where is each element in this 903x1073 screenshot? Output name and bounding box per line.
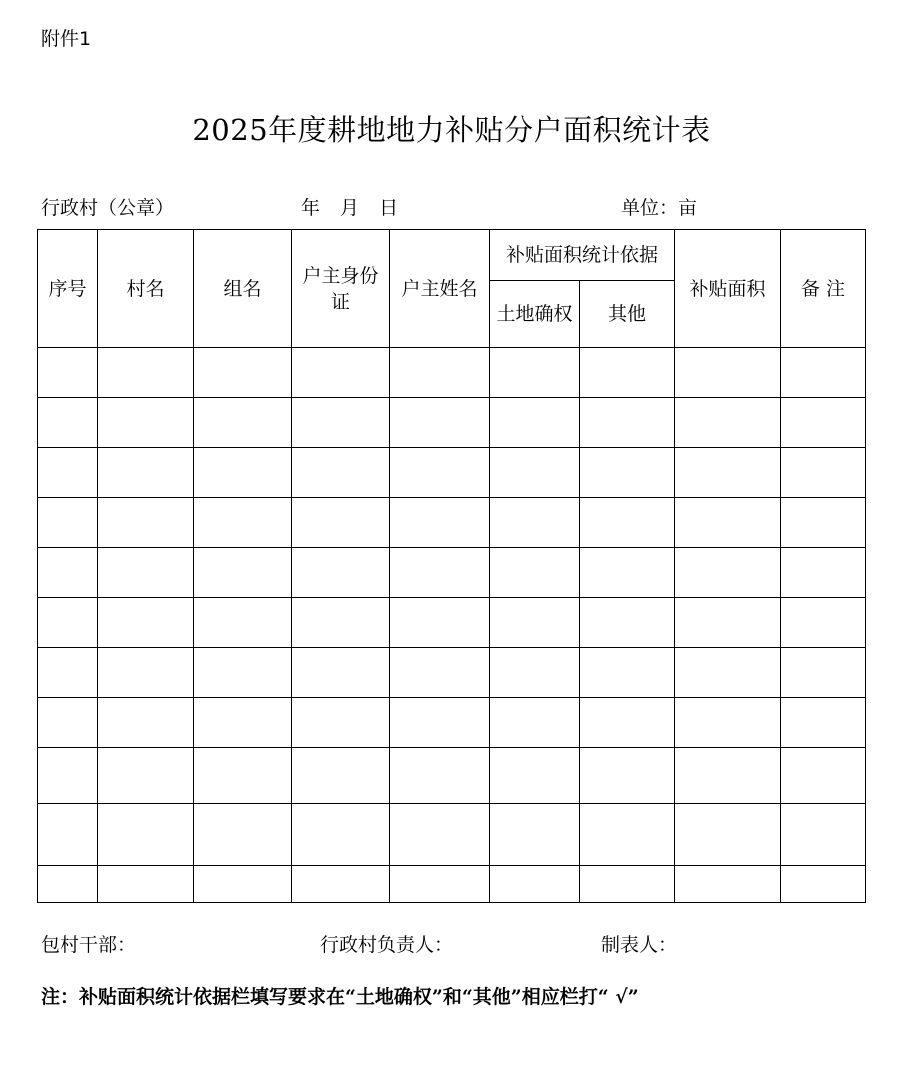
table-cell[interactable] bbox=[98, 348, 194, 398]
table-cell[interactable] bbox=[38, 498, 98, 548]
table-cell[interactable] bbox=[781, 548, 866, 598]
table-row bbox=[38, 348, 866, 398]
table-cell[interactable] bbox=[580, 748, 675, 804]
table-cell[interactable] bbox=[580, 498, 675, 548]
table-cell[interactable] bbox=[292, 866, 390, 903]
table-cell[interactable] bbox=[292, 348, 390, 398]
table-cell[interactable] bbox=[390, 348, 490, 398]
table-cell[interactable] bbox=[781, 448, 866, 498]
table-cell[interactable] bbox=[490, 748, 580, 804]
table-cell[interactable] bbox=[194, 548, 292, 598]
village-cadre-label: 包村干部： bbox=[41, 934, 137, 956]
table-cell[interactable] bbox=[781, 598, 866, 648]
table-cell[interactable] bbox=[580, 804, 675, 866]
table-cell[interactable] bbox=[292, 448, 390, 498]
table-row bbox=[38, 804, 866, 866]
table-cell[interactable] bbox=[675, 348, 781, 398]
table-cell[interactable] bbox=[781, 698, 866, 748]
header-note: 备 注 bbox=[781, 230, 866, 348]
table-cell[interactable] bbox=[580, 398, 675, 448]
table-row bbox=[38, 648, 866, 698]
table-cell[interactable] bbox=[490, 448, 580, 498]
table-cell[interactable] bbox=[580, 648, 675, 698]
table-row bbox=[38, 498, 866, 548]
instruction-note: 注：补贴面积统计依据栏填写要求在“土地确权”和“其他”相应栏打“ √” bbox=[41, 986, 639, 1008]
table-cell[interactable] bbox=[490, 866, 580, 903]
table-cell[interactable] bbox=[98, 398, 194, 448]
table-cell[interactable] bbox=[675, 648, 781, 698]
table-cell[interactable] bbox=[194, 866, 292, 903]
table-cell[interactable] bbox=[675, 498, 781, 548]
table-cell[interactable] bbox=[38, 348, 98, 398]
statistics-table bbox=[37, 229, 866, 903]
table-cell[interactable] bbox=[490, 698, 580, 748]
attachment-label: 附件1 bbox=[41, 28, 92, 50]
table-cell[interactable] bbox=[781, 348, 866, 398]
table-cell[interactable] bbox=[390, 804, 490, 866]
village-seal-label: 行政村（公章） bbox=[41, 197, 175, 219]
table-cell[interactable] bbox=[675, 548, 781, 598]
table-cell[interactable] bbox=[194, 804, 292, 866]
table-cell[interactable] bbox=[292, 398, 390, 448]
table-row bbox=[38, 698, 866, 748]
table-cell[interactable] bbox=[781, 648, 866, 698]
table-cell[interactable] bbox=[38, 448, 98, 498]
header-area: 补贴面积 bbox=[675, 230, 781, 348]
table-cell[interactable] bbox=[390, 398, 490, 448]
table-cell[interactable] bbox=[781, 866, 866, 903]
table-cell[interactable] bbox=[98, 648, 194, 698]
table-cell[interactable] bbox=[194, 748, 292, 804]
table-cell[interactable] bbox=[390, 866, 490, 903]
table-row bbox=[38, 866, 866, 903]
table-cell[interactable] bbox=[38, 598, 98, 648]
header-basis-land: 土地确权 bbox=[490, 281, 580, 348]
table-cell[interactable] bbox=[390, 598, 490, 648]
table-cell[interactable] bbox=[490, 398, 580, 448]
table-cell[interactable] bbox=[194, 498, 292, 548]
table-cell[interactable] bbox=[292, 648, 390, 698]
table-cell[interactable] bbox=[675, 804, 781, 866]
table-cell[interactable] bbox=[292, 598, 390, 648]
table-cell[interactable] bbox=[580, 348, 675, 398]
table-cell[interactable] bbox=[390, 548, 490, 598]
table-cell[interactable] bbox=[390, 648, 490, 698]
header-village: 村名 bbox=[98, 230, 194, 348]
table-cell[interactable] bbox=[292, 548, 390, 598]
table-cell[interactable] bbox=[490, 648, 580, 698]
table-cell[interactable] bbox=[675, 398, 781, 448]
table-cell[interactable] bbox=[292, 698, 390, 748]
table-cell[interactable] bbox=[675, 448, 781, 498]
table-cell[interactable] bbox=[194, 398, 292, 448]
date-label: 年 月 日 bbox=[301, 197, 399, 219]
table-cell[interactable] bbox=[292, 498, 390, 548]
table-cell[interactable] bbox=[98, 866, 194, 903]
table-body bbox=[38, 348, 866, 903]
table-cell[interactable] bbox=[194, 348, 292, 398]
table-row bbox=[38, 398, 866, 448]
table-cell[interactable] bbox=[675, 866, 781, 903]
table-row bbox=[38, 548, 866, 598]
table-cell[interactable] bbox=[580, 548, 675, 598]
table-maker-label: 制表人： bbox=[601, 934, 678, 956]
table-cell[interactable] bbox=[781, 498, 866, 548]
table-cell[interactable] bbox=[194, 698, 292, 748]
table-cell[interactable] bbox=[490, 348, 580, 398]
table-cell[interactable] bbox=[580, 866, 675, 903]
table-cell[interactable] bbox=[98, 804, 194, 866]
table-cell[interactable] bbox=[292, 804, 390, 866]
table-cell[interactable] bbox=[38, 748, 98, 804]
header-group: 组名 bbox=[194, 230, 292, 348]
table-cell[interactable] bbox=[781, 804, 866, 866]
table-cell[interactable] bbox=[292, 748, 390, 804]
table-cell[interactable] bbox=[490, 498, 580, 548]
table-cell[interactable] bbox=[194, 648, 292, 698]
table-row bbox=[38, 748, 866, 804]
table-cell[interactable] bbox=[38, 648, 98, 698]
table-row bbox=[38, 448, 866, 498]
header-id bbox=[292, 230, 390, 348]
table-cell[interactable] bbox=[390, 748, 490, 804]
document-title: 2025年度耕地地力补贴分户面积统计表 bbox=[192, 113, 711, 147]
table-cell[interactable] bbox=[490, 804, 580, 866]
table-cell[interactable] bbox=[38, 804, 98, 866]
table-row bbox=[38, 598, 866, 648]
table-cell[interactable] bbox=[490, 598, 580, 648]
table-cell[interactable] bbox=[580, 598, 675, 648]
table-cell[interactable] bbox=[675, 698, 781, 748]
header-basis-other: 其他 bbox=[580, 281, 675, 348]
table-cell[interactable] bbox=[490, 548, 580, 598]
table-cell[interactable] bbox=[38, 866, 98, 903]
header-basis: 补贴面积统计依据 bbox=[490, 230, 675, 281]
table-cell[interactable] bbox=[98, 598, 194, 648]
table-cell[interactable] bbox=[98, 748, 194, 804]
table-cell[interactable] bbox=[390, 498, 490, 548]
unit-label: 单位：亩 bbox=[621, 197, 698, 219]
table-cell[interactable] bbox=[781, 748, 866, 804]
table-cell[interactable] bbox=[580, 448, 675, 498]
table-cell[interactable] bbox=[98, 698, 194, 748]
header-name: 户主姓名 bbox=[390, 230, 490, 348]
table-cell[interactable] bbox=[675, 598, 781, 648]
table-cell[interactable] bbox=[38, 548, 98, 598]
table-cell[interactable] bbox=[98, 548, 194, 598]
table-cell[interactable] bbox=[38, 398, 98, 448]
table-cell[interactable] bbox=[38, 698, 98, 748]
table-cell[interactable] bbox=[194, 598, 292, 648]
table-cell[interactable] bbox=[98, 498, 194, 548]
header-seq: 序号 bbox=[38, 230, 98, 348]
table-cell[interactable] bbox=[390, 448, 490, 498]
table-cell[interactable] bbox=[98, 448, 194, 498]
table-cell[interactable] bbox=[194, 448, 292, 498]
table-cell[interactable] bbox=[781, 398, 866, 448]
village-head-label: 行政村负责人： bbox=[320, 934, 454, 956]
header-id-text: 户主身份证 bbox=[302, 264, 379, 313]
table-cell[interactable] bbox=[675, 748, 781, 804]
table-cell[interactable] bbox=[580, 698, 675, 748]
table-cell[interactable] bbox=[390, 698, 490, 748]
